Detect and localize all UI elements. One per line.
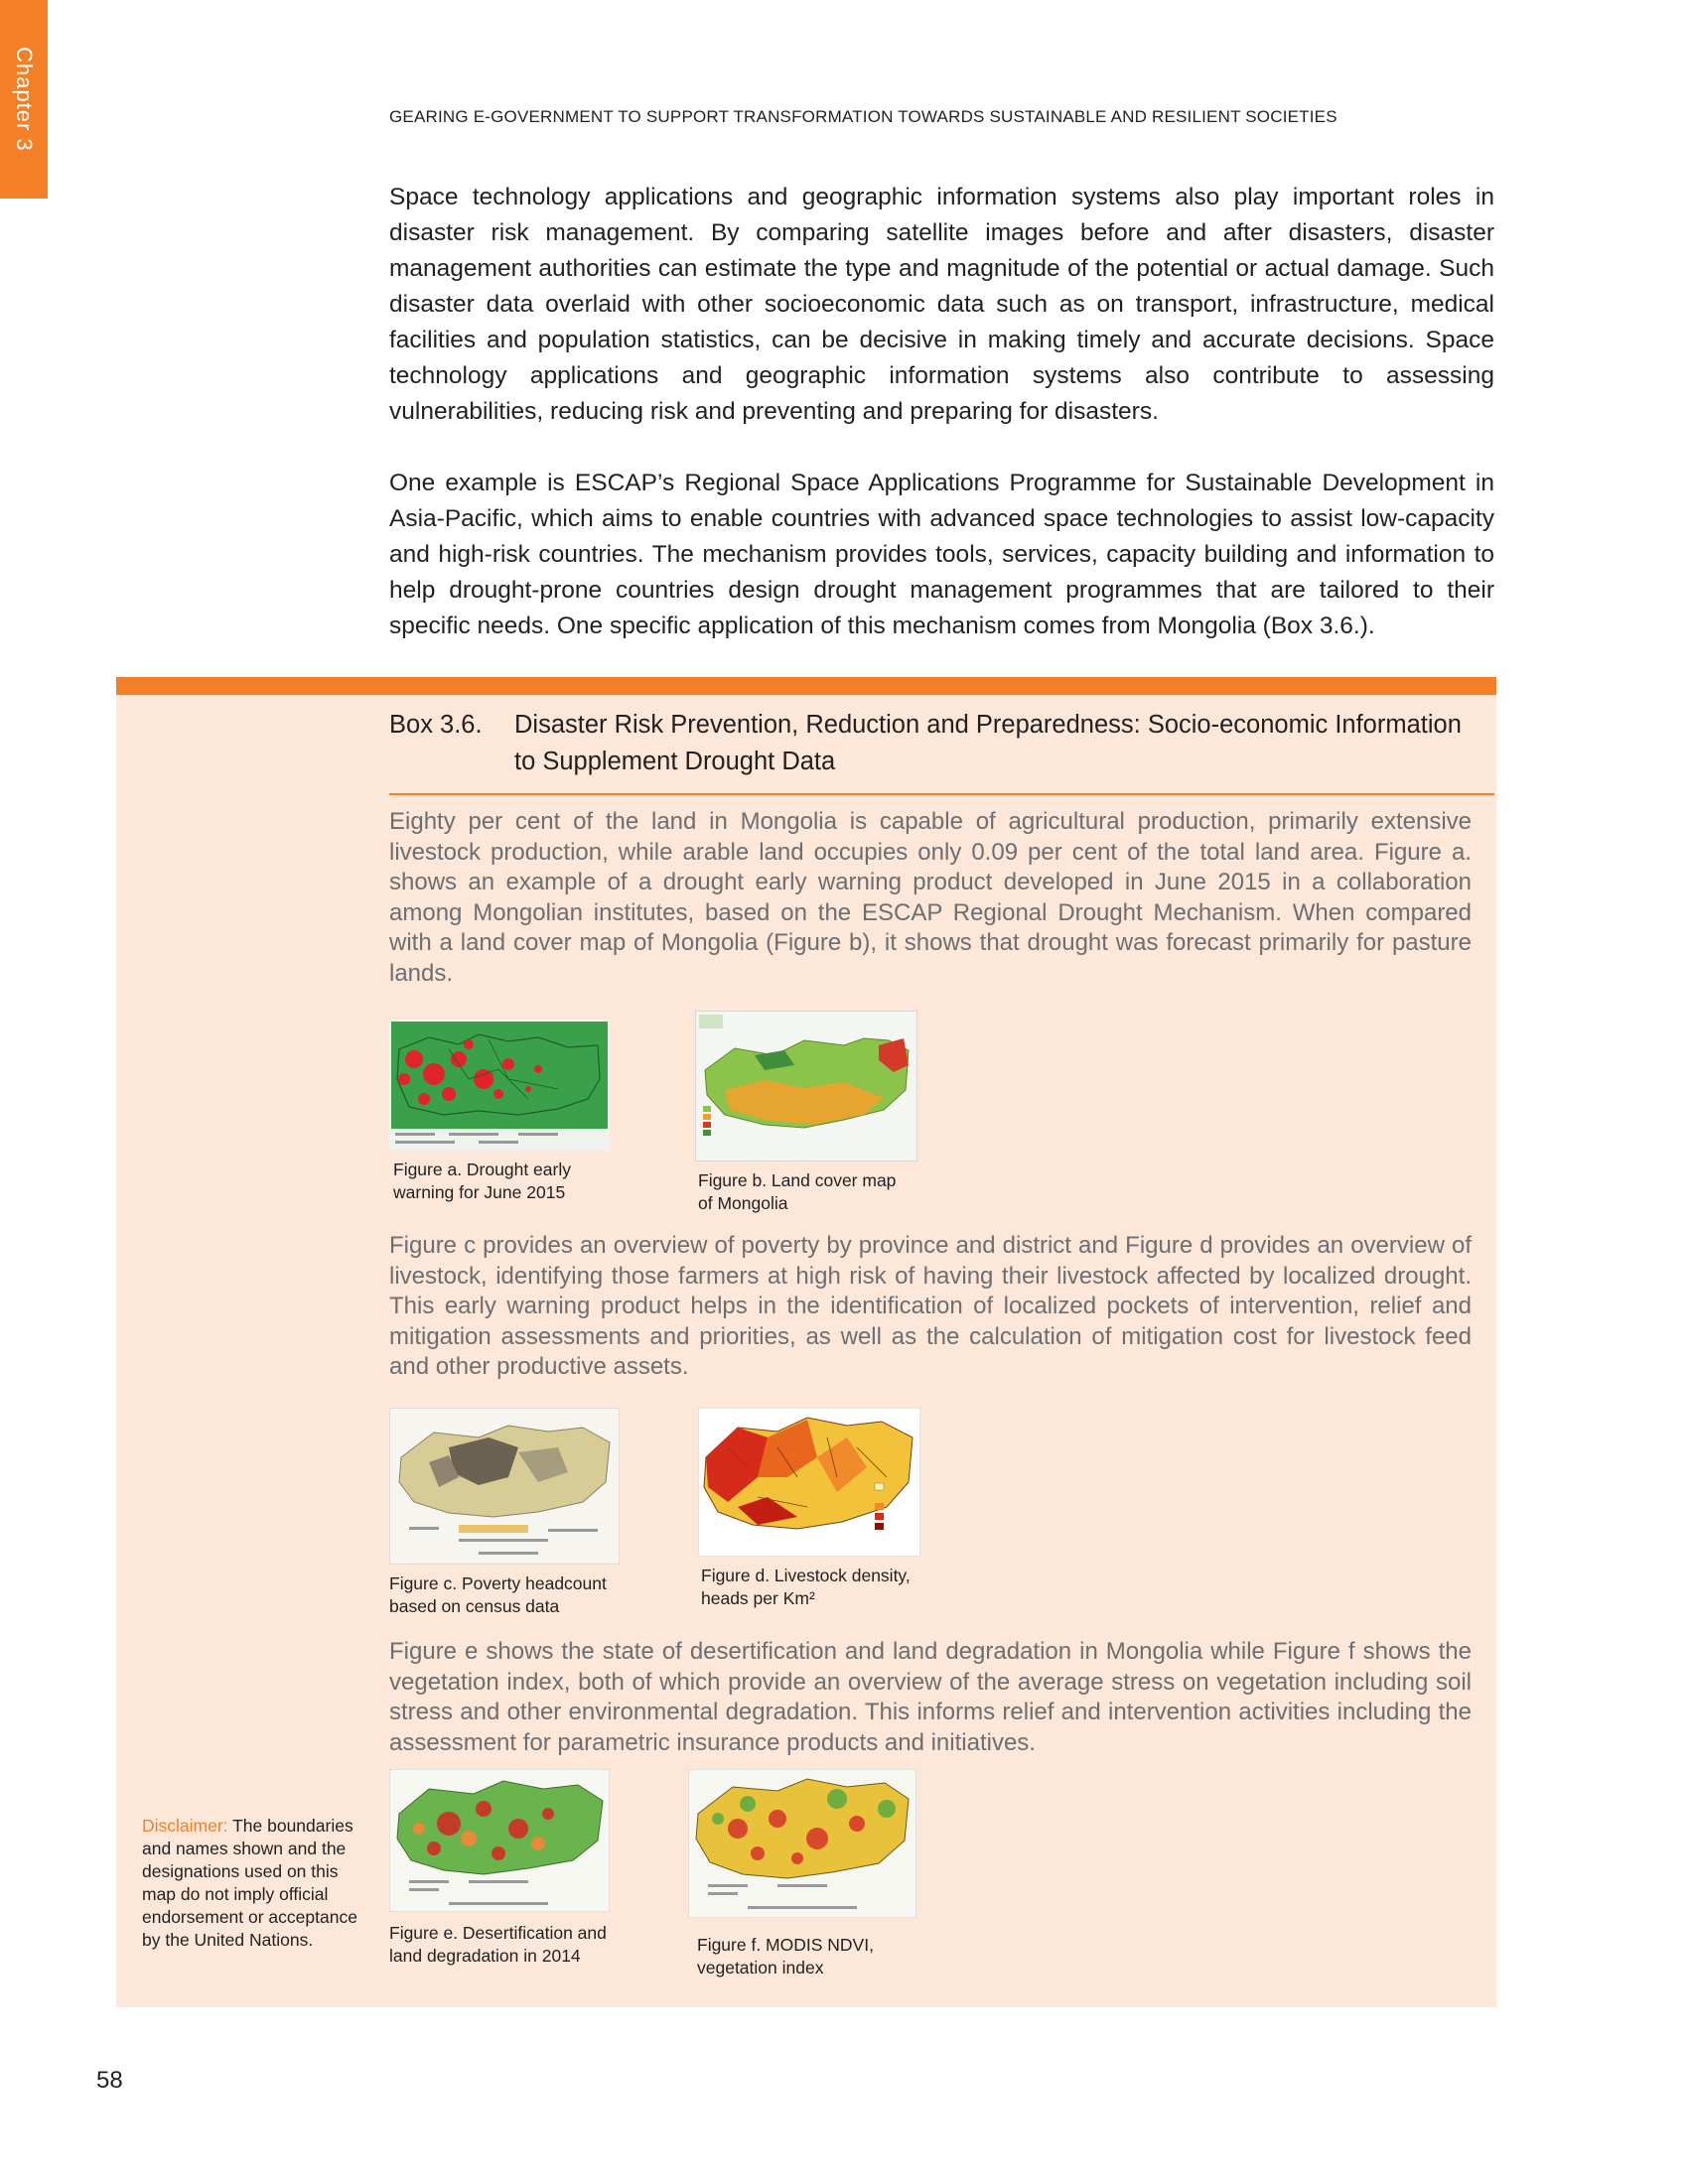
figure-d-caption-line-1: Figure d. Livestock density, bbox=[701, 1566, 911, 1585]
chapter-label: Chapter 3 bbox=[12, 47, 37, 152]
figure-a-caption-line-2: warning for June 2015 bbox=[393, 1182, 566, 1202]
figure-f-caption bbox=[697, 1934, 874, 1979]
body-paragraph-2: One example is ESCAP’s Regional Space Applications Programme for Sustainable Development in Asia-Pacific, which aims to enable countries with advanced space technologies to assist low-capacity and high-risk countries. The mechanism provides tools, services, capacity building and information to help drought-prone countries design drought management programmes that are tailored to their specific needs. One specific application of this mechanism comes from Mongolia (Box 3.6.). bbox=[389, 470, 1494, 639]
figure-c-caption-line-2: based on census data bbox=[389, 1596, 560, 1616]
box-heading: Disaster Risk Prevention, Reduction and Preparedness: Socio-economic Information to Supplement Drought Data bbox=[514, 711, 1462, 775]
disclaimer-text: The boundaries and names shown and the designations used on this map do not imply official endorsement or acceptance by the United Nations. bbox=[142, 1816, 357, 1950]
box-paragraph-1: Eighty per cent of the land in Mongolia is capable of agricultural production, primarily extensive livestock production, while arable land occupies only 0.09 per cent of the total land area. Figure a. shows an example of a drought early warning product developed in June 2015 in a collaboration among Mongolian institutes, based on the ESCAP Regional Drought Mechanism. When compared with a land cover map of Mongolia (Figure b), it shows that drought was forecast primarily for pasture lands. bbox=[389, 808, 1472, 987]
box-paragraph-3: Figure e shows the state of desertification and land degradation in Mongolia while Figure f shows the vegetation index, both of which provide an overview of the average stress on vegetation including soil stress and other environmental degradation. This informs relief and intervention activities including the assessment for parametric insurance products and initiatives. bbox=[389, 1638, 1472, 1756]
figure-f-ndvi-map bbox=[688, 1769, 916, 1918]
figure-a-caption bbox=[393, 1159, 571, 1204]
figure-e-caption-line-1: Figure e. Desertification and bbox=[389, 1923, 607, 1943]
figure-a-caption-line-1: Figure a. Drought early bbox=[393, 1160, 571, 1179]
figure-f-caption-line-1: Figure f. MODIS NDVI, bbox=[697, 1935, 874, 1955]
figure-c-poverty-map bbox=[389, 1408, 620, 1565]
running-head: GEARING E-GOVERNMENT TO SUPPORT TRANSFORMATION TOWARDS SUSTAINABLE AND RESILIENT SOCIETIES bbox=[389, 107, 1337, 126]
figure-d-caption bbox=[701, 1565, 911, 1610]
figure-c-caption bbox=[389, 1572, 607, 1618]
map-disclaimer bbox=[142, 1815, 370, 1952]
figure-e-caption bbox=[389, 1922, 607, 1968]
figure-b-land-cover-map bbox=[695, 1011, 917, 1161]
body-paragraph-1: Space technology applications and geographic information systems also play important roles in disaster risk management. By comparing satellite images before and after disasters, disaster management authorities can estimate the type and magnitude of the potential or actual damage. Such disaster data overlaid with other socioeconomic data such as on transport, infrastructure, medical facilities and population statistics, can be decisive in making timely and accurate decisions. Space technology applications and geographic information systems also contribute to assessing vulnerabilities, reducing risk and preventing and preparing for disasters. bbox=[389, 184, 1494, 425]
figure-e-caption-line-2: land degradation in 2014 bbox=[389, 1946, 581, 1966]
figure-b-caption-line-2: of Mongolia bbox=[698, 1193, 788, 1213]
box-number: Box 3.6. bbox=[389, 711, 483, 739]
figure-e-desertification-map bbox=[389, 1769, 610, 1912]
figure-b-caption-line-1: Figure b. Land cover map bbox=[698, 1170, 897, 1190]
figure-a-drought-map bbox=[389, 1020, 610, 1151]
figure-c-caption-line-1: Figure c. Poverty headcount bbox=[389, 1573, 607, 1593]
box-title-rule bbox=[389, 793, 1494, 795]
disclaimer-label: Disclaimer: bbox=[142, 1816, 228, 1836]
page-number: 58 bbox=[96, 2067, 123, 2094]
figure-f-caption-line-2: vegetation index bbox=[697, 1958, 824, 1978]
chapter-tab bbox=[0, 0, 48, 199]
box-top-bar bbox=[116, 677, 1496, 695]
box-title bbox=[389, 707, 1481, 780]
figure-d-caption-line-2: heads per Km² bbox=[701, 1588, 815, 1608]
figure-d-livestock-density-map bbox=[698, 1408, 920, 1557]
figure-b-caption bbox=[698, 1169, 896, 1215]
box-paragraph-2: Figure c provides an overview of poverty by province and district and Figure d provides an overview of livestock, identifying those farmers at high risk of having their livestock affected by localized drought. This early warning product helps in the identification of localized pockets of intervention, relief and mitigation assessments and priorities, as well as the calculation of mitigation cost for livestock feed and other productive assets. bbox=[389, 1232, 1472, 1380]
